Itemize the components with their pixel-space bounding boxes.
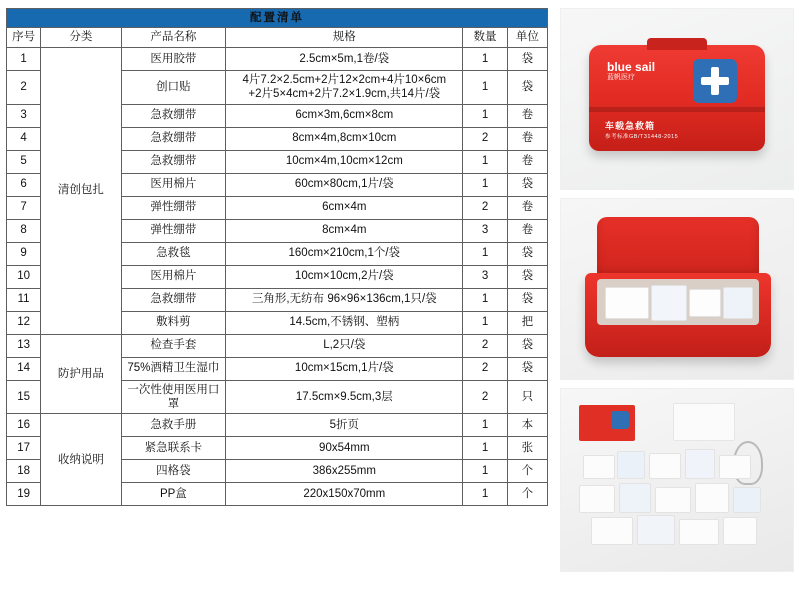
table-row — [7, 334, 548, 357]
content-packet — [649, 453, 681, 479]
content-packet — [583, 455, 615, 479]
column-header-no: 序号 — [7, 28, 41, 47]
cell-unit: 卷 — [507, 196, 547, 219]
cell-no: 17 — [7, 437, 41, 460]
column-header-name: 产品名称 — [121, 28, 226, 47]
brand-chinese: 蓝帆医疗 — [607, 73, 635, 81]
case-handle — [647, 38, 707, 50]
cell-category-clean: 清创包扎 — [41, 47, 121, 334]
cell-no: 14 — [7, 357, 41, 380]
cell-name: 四格袋 — [121, 460, 226, 483]
case-body — [585, 273, 771, 357]
content-packet — [679, 519, 719, 545]
cell-name: 一次性使用医用口罩 — [121, 380, 226, 414]
cell-unit: 袋 — [507, 173, 547, 196]
content-packet — [591, 517, 633, 545]
cell-unit: 袋 — [507, 288, 547, 311]
cell-qty: 3 — [463, 265, 507, 288]
cell-spec: 8cm×4m — [226, 219, 463, 242]
medical-cross-icon — [693, 59, 737, 103]
cell-spec: 60cm×80cm,1片/袋 — [226, 173, 463, 196]
content-packet — [719, 455, 751, 479]
supply-item — [723, 287, 753, 319]
cell-spec: 6cm×4m — [226, 196, 463, 219]
cell-spec: 220x150x70mm — [226, 483, 463, 506]
cell-spec: 2.5cm×5m,1卷/袋 — [226, 47, 463, 70]
brand-logo — [607, 61, 655, 81]
cell-name: 弹性绷带 — [121, 219, 226, 242]
photo-closed-case — [560, 8, 794, 190]
case-band-title: 车载急救箱 — [605, 121, 656, 131]
cell-spec: L,2只/袋 — [226, 334, 463, 357]
cell-qty: 1 — [463, 414, 507, 437]
cell-spec: 386x255mm — [226, 460, 463, 483]
cell-qty: 2 — [463, 334, 507, 357]
table-title-row — [7, 9, 548, 28]
cell-name: 弹性绷带 — [121, 196, 226, 219]
cell-name: 敷料剪 — [121, 311, 226, 334]
cell-spec-line1: 4片7.2×2.5cm+2片12×2cm+4片10×6cm — [242, 73, 447, 86]
cell-unit: 只 — [507, 380, 547, 414]
configuration-list-table-wrapper — [6, 8, 548, 506]
cell-name: 创口贴 — [121, 70, 226, 104]
cell-unit: 袋 — [507, 70, 547, 104]
case-band-text — [605, 119, 678, 140]
cell-unit: 卷 — [507, 219, 547, 242]
cell-qty: 1 — [463, 242, 507, 265]
content-packet — [637, 515, 675, 545]
brand-line1: blue — [607, 60, 632, 74]
cell-spec: 14.5cm,不锈钢、塑柄 — [226, 311, 463, 334]
cell-name: 医用棉片 — [121, 173, 226, 196]
table-row — [7, 414, 548, 437]
cell-spec: 10cm×15cm,1片/袋 — [226, 357, 463, 380]
cell-no: 7 — [7, 196, 41, 219]
cell-unit: 袋 — [507, 265, 547, 288]
cell-qty: 1 — [463, 47, 507, 70]
case-interior — [597, 279, 759, 325]
content-packet — [723, 517, 757, 545]
column-header-unit: 单位 — [507, 28, 547, 47]
cell-no: 3 — [7, 104, 41, 127]
cell-qty: 1 — [463, 460, 507, 483]
cell-name: PP盒 — [121, 483, 226, 506]
cell-unit: 卷 — [507, 104, 547, 127]
configuration-list-table — [6, 8, 548, 506]
cell-no: 6 — [7, 173, 41, 196]
cell-unit: 袋 — [507, 242, 547, 265]
cell-qty: 2 — [463, 196, 507, 219]
cell-no: 16 — [7, 414, 41, 437]
cell-name: 急救绷带 — [121, 150, 226, 173]
cell-qty: 2 — [463, 127, 507, 150]
cell-no: 5 — [7, 150, 41, 173]
cell-unit: 张 — [507, 437, 547, 460]
cell-category-protect: 防护用品 — [41, 334, 121, 414]
cell-no: 18 — [7, 460, 41, 483]
cell-name: 医用胶带 — [121, 47, 226, 70]
cell-no: 10 — [7, 265, 41, 288]
cell-qty: 1 — [463, 70, 507, 104]
cell-qty: 1 — [463, 288, 507, 311]
cell-spec — [226, 70, 463, 104]
cell-name: 急救绷带 — [121, 288, 226, 311]
cell-spec: 8cm×4m,8cm×10cm — [226, 127, 463, 150]
cell-unit: 袋 — [507, 357, 547, 380]
cell-unit: 把 — [507, 311, 547, 334]
photo-contents-layout — [560, 388, 794, 572]
table-header-row — [7, 28, 548, 47]
cell-spec: 17.5cm×9.5cm,3层 — [226, 380, 463, 414]
content-packet — [619, 483, 651, 513]
cell-spec: 160cm×210cm,1个/袋 — [226, 242, 463, 265]
content-packet — [655, 487, 691, 513]
supply-item — [651, 285, 687, 321]
cell-qty: 2 — [463, 380, 507, 414]
cell-name: 急救手册 — [121, 414, 226, 437]
cell-spec-line2: +2片5×4cm+2片7.2×1.9cm,共14片/袋 — [248, 88, 441, 101]
cell-spec: 三角形,无纺布 96×96×136cm,1只/袋 — [226, 288, 463, 311]
cell-name: 急救毯 — [121, 242, 226, 265]
cell-qty: 2 — [463, 357, 507, 380]
supply-item — [605, 287, 649, 319]
brand-line2: sail — [635, 60, 656, 74]
content-packet — [733, 487, 761, 513]
case-band-subtitle: 参考标准GB/T31448-2015 — [605, 134, 679, 140]
photo-open-case — [560, 198, 794, 380]
cell-name: 急救绷带 — [121, 127, 226, 150]
cell-unit: 本 — [507, 414, 547, 437]
cell-unit: 个 — [507, 483, 547, 506]
cell-spec: 10cm×4m,10cm×12cm — [226, 150, 463, 173]
content-packet — [579, 485, 615, 513]
content-packet — [617, 451, 645, 479]
cell-qty: 3 — [463, 219, 507, 242]
cell-qty: 1 — [463, 437, 507, 460]
cell-qty: 1 — [463, 311, 507, 334]
cell-name: 紧急联系卡 — [121, 437, 226, 460]
first-aid-case-closed-illustration — [589, 45, 765, 151]
cell-no: 2 — [7, 70, 41, 104]
cell-unit: 卷 — [507, 127, 547, 150]
supply-item — [689, 289, 721, 317]
cell-unit: 卷 — [507, 150, 547, 173]
cell-name: 75%酒精卫生湿巾 — [121, 357, 226, 380]
column-header-category: 分类 — [41, 28, 121, 47]
contents-red-box — [579, 405, 635, 441]
cell-spec: 10cm×10cm,2片/袋 — [226, 265, 463, 288]
cell-qty: 1 — [463, 173, 507, 196]
cell-qty: 1 — [463, 104, 507, 127]
cell-no: 11 — [7, 288, 41, 311]
cell-spec: 5折页 — [226, 414, 463, 437]
table-body — [7, 47, 548, 506]
cell-no: 9 — [7, 242, 41, 265]
cell-unit: 个 — [507, 460, 547, 483]
cell-category-storage: 收纳说明 — [41, 414, 121, 506]
content-packet — [685, 449, 715, 479]
content-packet — [695, 483, 729, 513]
page-title: 配置清单 — [7, 9, 548, 28]
cell-no: 1 — [7, 47, 41, 70]
cell-name: 检查手套 — [121, 334, 226, 357]
cell-qty: 1 — [463, 483, 507, 506]
cell-name: 医用棉片 — [121, 265, 226, 288]
cell-qty: 1 — [463, 150, 507, 173]
table-row — [7, 47, 548, 70]
cell-no: 12 — [7, 311, 41, 334]
column-header-qty: 数量 — [463, 28, 507, 47]
column-header-spec: 规格 — [226, 28, 463, 47]
cell-no: 4 — [7, 127, 41, 150]
cell-spec: 90x54mm — [226, 437, 463, 460]
cell-no: 15 — [7, 380, 41, 414]
cell-no: 19 — [7, 483, 41, 506]
case-lid — [597, 217, 759, 279]
product-photo-column — [560, 8, 792, 580]
contents-manual — [673, 403, 735, 441]
cell-spec: 6cm×3m,6cm×8cm — [226, 104, 463, 127]
cell-unit: 袋 — [507, 334, 547, 357]
cell-no: 13 — [7, 334, 41, 357]
cell-unit: 袋 — [507, 47, 547, 70]
cell-no: 8 — [7, 219, 41, 242]
cell-name: 急救绷带 — [121, 104, 226, 127]
